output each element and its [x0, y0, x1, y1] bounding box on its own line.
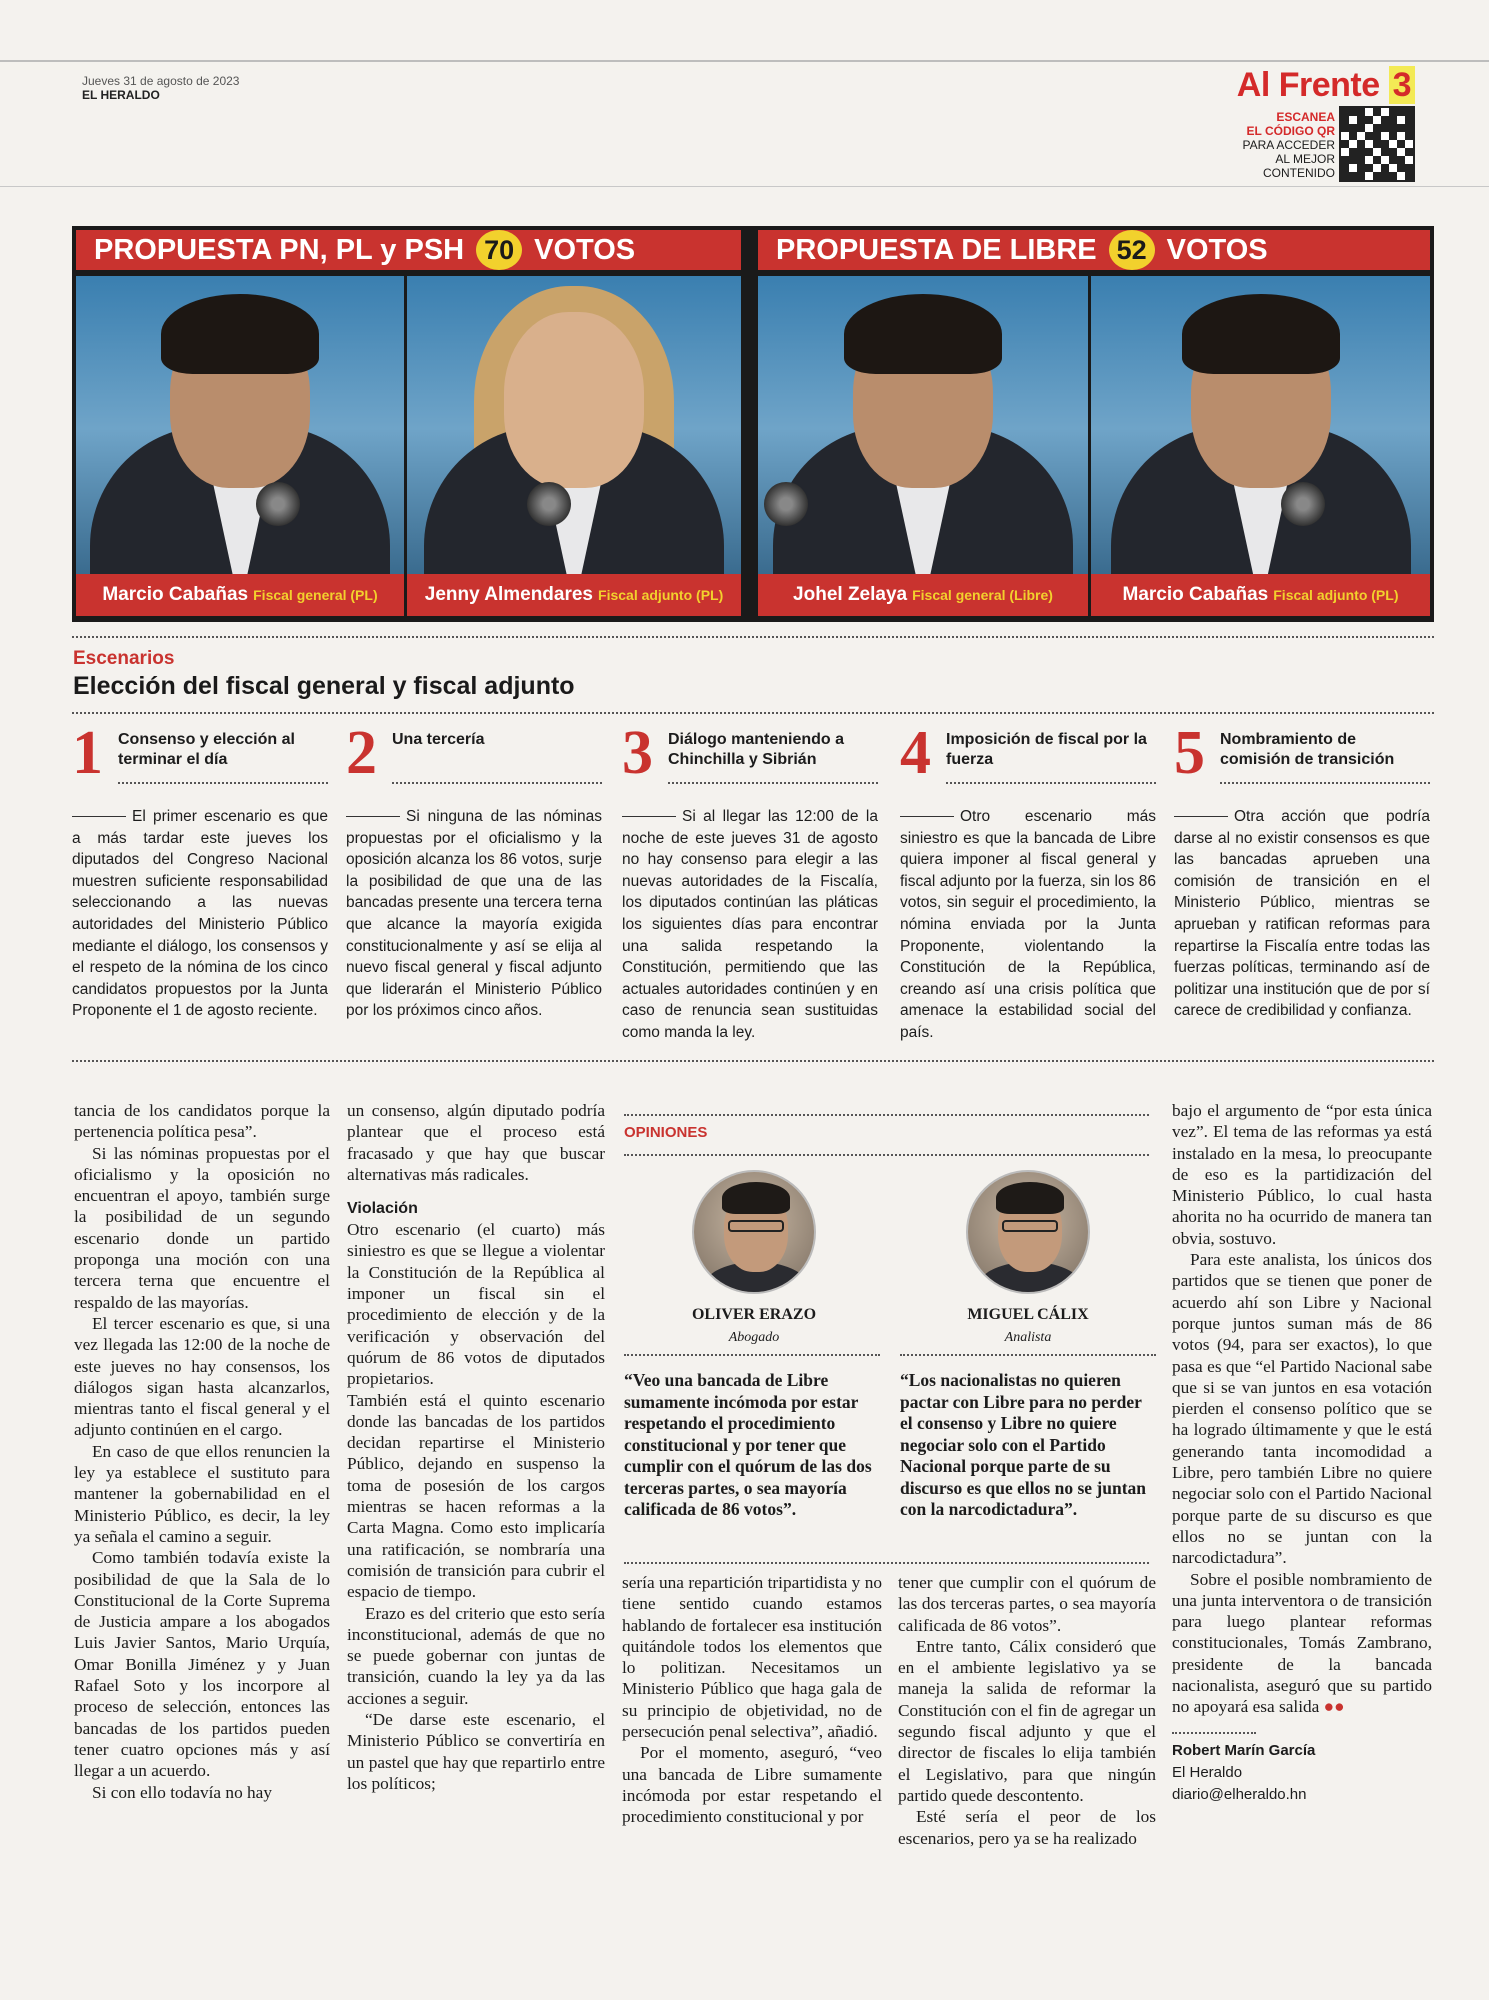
scenario-text: Si al llegar las 12:00 de la noche de este jueves 31 de agosto no hay consenso para elegir a las nuevas autoridades de la Fiscalía, los diputados continúan las pláticas los siguientes días para encontrar una salida respetando la Constitución, permitiendo que las actuales autoridades continúen y en caso de renuncia sean sustituidas como manda la ley.: [622, 806, 878, 1044]
scenario-text: El primer escenario es que a más tardar este jueves los diputados del Congreso Nacional muestren suficiente responsabilidad seleccionando a las nuevas autoridades del Ministerio Público mediante el diálogo, los consensos y el respeto de la nómina de los cinco candidatos propuestos por la Junta Proponente el 1 de agosto reciente.: [72, 806, 328, 1022]
divider: [900, 1354, 1156, 1356]
paragraph: bajo el argumento de “por esta única vez”. El tema de las reformas ya está instalado en la mesa, lo preocupante de eso es la partidización del Ministerio Público, lo cual hasta ahorita no ha ocurrido de manera tan obvia, sostuvo.: [1172, 1101, 1432, 1248]
votes-badge: 70: [476, 230, 522, 270]
scenario-title: Una tercería: [392, 724, 602, 784]
votes-badge: 52: [1109, 230, 1155, 270]
byline: [1172, 1740, 1432, 1806]
qr-code-icon[interactable]: [1339, 106, 1415, 182]
banner-pn-pl-psh: [76, 230, 741, 270]
paragraph: Esté sería el peor de los escenarios, pero ya se ha realizado: [898, 1807, 1156, 1848]
infobox-headline: Elección del fiscal general y fiscal adjunto: [73, 672, 575, 700]
candidates-photo-panel: [72, 226, 1434, 622]
article-column-3: [622, 1572, 882, 1828]
avatar-oliver-erazo: [692, 1170, 816, 1294]
photo-caption: Jenny Almendares Fiscal adjunto (PL): [407, 574, 741, 616]
article-column-1: [74, 1100, 330, 1803]
opinion-role: Analista: [1004, 1330, 1052, 1345]
votes-label: VOTOS: [1166, 233, 1268, 266]
dateline: [82, 74, 239, 102]
opinion-name: MIGUEL CÁLIX: [967, 1306, 1089, 1323]
paragraph: “De darse este escenario, el Ministerio Público se convertiría en un pastel que hay que repartirlo entre los políticos;: [347, 1710, 605, 1793]
paragraph: Por el momento, aseguró, “veo una bancada de Libre sumamente incómoda por estar respetando el procedimiento constitucional y por: [622, 1743, 882, 1827]
scenario-title: Imposición de fiscal por la fuerza: [946, 724, 1156, 784]
scenario-text: Otro escenario más siniestro es que la bancada de Libre quiera imponer al fiscal general y fiscal adjunto por la fuerza, sin los 86 votos, sin seguir el procedimiento, la nómina enviada por la Junta Proponente, violentando la Constitución de la República, creando así una crisis política que amenace la estabilidad social del país.: [900, 806, 1156, 1044]
divider: [624, 1154, 1149, 1156]
paragraph: tener que cumplir con el quórum de las dos terceras partes, o sea mayoría calificada de 86 votos”.: [898, 1573, 1156, 1635]
scenario-4: [900, 719, 1156, 1044]
opinion-quote: “Los nacionalistas no quieren pactar con Libre para no perder el consenso y Libre no quiere negociar solo con el Partido Nacional porque parte de su discurso es que ellos no se juntan con la narcodictadura”.: [900, 1370, 1147, 1519]
paper-name: EL HERALDO: [82, 88, 160, 102]
photo-marcio-cabanas-adjunto: [1091, 276, 1430, 616]
section-title: Al Frente 3: [1237, 66, 1415, 105]
scenario-title: Diálogo manteniendo a Chinchilla y Sibrián: [668, 724, 878, 784]
divider: [624, 1562, 1149, 1564]
scenario-title: Consenso y elección al terminar el día: [118, 724, 328, 784]
paragraph: También está el quinto escenario donde las bancadas de los partidos decidan repartirse el Ministerio Público, dejando en suspenso la toma de posesión de los cargos mientras se hacen reformas a la Carta Magna. Como esto implicaría una ratificación, se nombraría una comisión de transición para cubrir el espacio de tiempo.: [347, 1390, 605, 1602]
paragraph: Para este analista, los únicos dos partidos que se tienen que poner de acuerdo ahí son Libre y Nacional porque juntos suman más de 86 votos (94, para ser exactos), lo que pasa es que “el Partido Nacional sabe que si se van juntos en esa votación pierden el consenso político que se ha logrado últimamente y que le está generando tanta incomodidad a Libre, pero también Libre no quiere negociar solo con el Partido Nacional porque parte de su discurso es que ellos no se juntan con la narcodictadura”.: [1172, 1250, 1432, 1568]
divider: [72, 1060, 1434, 1062]
divider: [624, 1354, 880, 1356]
byline-outlet: El Heraldo: [1172, 1763, 1243, 1781]
avatar-miguel-calix: [966, 1170, 1090, 1294]
banner-title: PROPUESTA DE LIBRE: [776, 233, 1097, 266]
paragraph: un consenso, algún diputado podría plantear que el proceso está fracasado y que hay que buscar alternativas más radicales.: [347, 1101, 605, 1184]
divider: [72, 712, 1434, 714]
paragraph: En caso de que ellos renuncien la ley ya establece el sustituto para mantener la gobernabilidad en el Ministerio Público, es decir, la ley ya señala el camino a seguir.: [74, 1441, 330, 1546]
article-column-5: [1172, 1100, 1432, 1806]
scenario-number: 5: [1174, 719, 1205, 787]
scenario-number: 4: [900, 719, 931, 787]
section-kicker: Escenarios: [73, 648, 175, 669]
scenario-1: [72, 719, 328, 1022]
paragraph: El tercer escenario es que, si una vez llegada las 12:00 de la noche de este jueves no hay consensos, los diálogos sigan hasta alcanzarlos, mientras tanto el fiscal general y el adjunto continúen en el cargo.: [74, 1313, 330, 1440]
scenario-text: Otra acción que podría darse al no existir consensos es que las bancadas aprueben una comisión de transición en el Ministerio Público, mientras se aprueban y ratifican reformas para repartirse la Fiscalía entre todas las fuerzas políticas, terminando así de politizar una institución que de por sí carece de credibilidad y confianza.: [1174, 806, 1430, 1022]
scenario-3: [622, 719, 878, 1044]
photo-caption: Johel Zelaya Fiscal general (Libre): [758, 574, 1088, 616]
paragraph: Erazo es del criterio que esto sería inconstitucional, además de que no se puede gobernar con juntas de transición, cuando la ley ya da las acciones a seguir.: [347, 1603, 605, 1708]
article-column-4: [898, 1572, 1156, 1849]
photo-marcio-cabanas-general: [76, 276, 404, 616]
qr-instructions: ESCANEA EL CÓDIGO QR PARA ACCEDER AL MEJOR CONTENIDO: [1242, 110, 1335, 180]
photo-johel-zelaya: [758, 276, 1088, 616]
section-masthead: [1189, 62, 1429, 182]
divider: [624, 1114, 1149, 1116]
end-mark: ●●: [1323, 1697, 1345, 1717]
paragraph: Otro escenario (el cuarto) más siniestro es que se llegue a violentar la Constitución de la República al imponer un fiscal sin el procedimiento de elección y de la verificación y observación del quórum de 86 votos de diputados propietarios.: [347, 1220, 605, 1389]
scenario-number: 1: [72, 719, 103, 787]
paragraph: Si las nóminas propuestas por el oficialismo y la oposición no encuentran el apoyo, también surge la posibilidad de un segundo escenario donde un partido proponga una moción con una tercera terna que encuentre el respaldo de las mayorías.: [74, 1143, 330, 1312]
issue-date: Jueves 31 de agosto de 2023: [82, 74, 240, 88]
banner-libre: [758, 230, 1430, 270]
scenario-2: [346, 719, 602, 1022]
scenario-number: 2: [346, 719, 377, 787]
paragraph: Entre tanto, Cálix consideró que en el ambiente legislativo ya se maneja la salida de reformar la Constitución con el fin de agregar un segundo fiscal adjunto y que el director de fiscales lo elija también el Legislativo, para que ningún partido quede descontento.: [898, 1636, 1156, 1805]
paragraph: sería una repartición tripartidista y no tiene sentido cuando estamos hablando de fortalecer esa institución quitándole todos los elementos que lo politizan. Necesitamos un Ministerio Público que haga gala de su principio de objetividad, no de persecución penal selectiva”, añadió.: [622, 1573, 882, 1742]
photo-caption: Marcio Cabañas Fiscal adjunto (PL): [1091, 574, 1430, 616]
byline-email[interactable]: diario@elheraldo.hn: [1172, 1785, 1307, 1803]
opinion-role: Abogado: [728, 1330, 780, 1345]
photo-jenny-almendares: [407, 276, 741, 616]
byline-author: Robert Marín García: [1172, 1741, 1316, 1759]
page-number: 3: [1389, 66, 1415, 104]
banner-title: PROPUESTA PN, PL y PSH: [94, 233, 465, 266]
paragraph: Sobre el posible nombramiento de una junta interventora o de transición para luego plantear reformas constitucionales, Tomás Zambrano, presidente de la bancada nacionalista, aseguró que su partido no apoyará esa salida ●●: [1172, 1569, 1432, 1717]
opinion-quote: “Veo una bancada de Libre sumamente incómoda por estar respetando el procedimiento constitucional y por tener que cumplir con el quórum de las dos terceras partes, o sea mayoría calificada de 86 votos”.: [624, 1370, 872, 1519]
paragraph: Si con ello todavía no hay: [92, 1782, 272, 1802]
photo-caption: Marcio Cabañas Fiscal general (PL): [76, 574, 404, 616]
scenario-number: 3: [622, 719, 653, 787]
divider: [72, 636, 1434, 638]
scenario-text: Si ninguna de las nóminas propuestas por el oficialismo y la oposición alcanza los 86 votos, surje la posibilidad de que una de las bancadas presente una tercera terna que alcance la mayoría exigida constitucionalmente y así se elija al nuevo fiscal general y fiscal adjunto que liderarán el Ministerio Público por los próximos cinco años.: [346, 806, 602, 1022]
article-column-2: [347, 1100, 605, 1794]
divider: [1172, 1732, 1256, 1734]
votes-label: VOTOS: [534, 233, 636, 266]
paragraph: Como también todavía existe la posibilidad de que la Sala de lo Constitucional de la Corte Suprema de Justicia ampare a los abogados Luis Javier Santos, Mario Urquía, Omar Bonilla Jiménez y y Juan Rafael Soto y los incorpore al proceso de selección, entonces las bancadas de los partidos pueden tener cuatro opciones más y así llegar a un acuerdo.: [74, 1548, 330, 1781]
scenario-5: [1174, 719, 1430, 1022]
subhead: Violación: [347, 1200, 418, 1218]
scenario-title: Nombramiento de comisión de transición: [1220, 724, 1430, 784]
paragraph: tancia de los candidatos porque la pertenencia política pesa”.: [74, 1101, 330, 1142]
opinions-label: OPINIONES: [624, 1124, 708, 1141]
opinion-name: OLIVER ERAZO: [691, 1306, 817, 1323]
header-rule: [0, 186, 1489, 187]
